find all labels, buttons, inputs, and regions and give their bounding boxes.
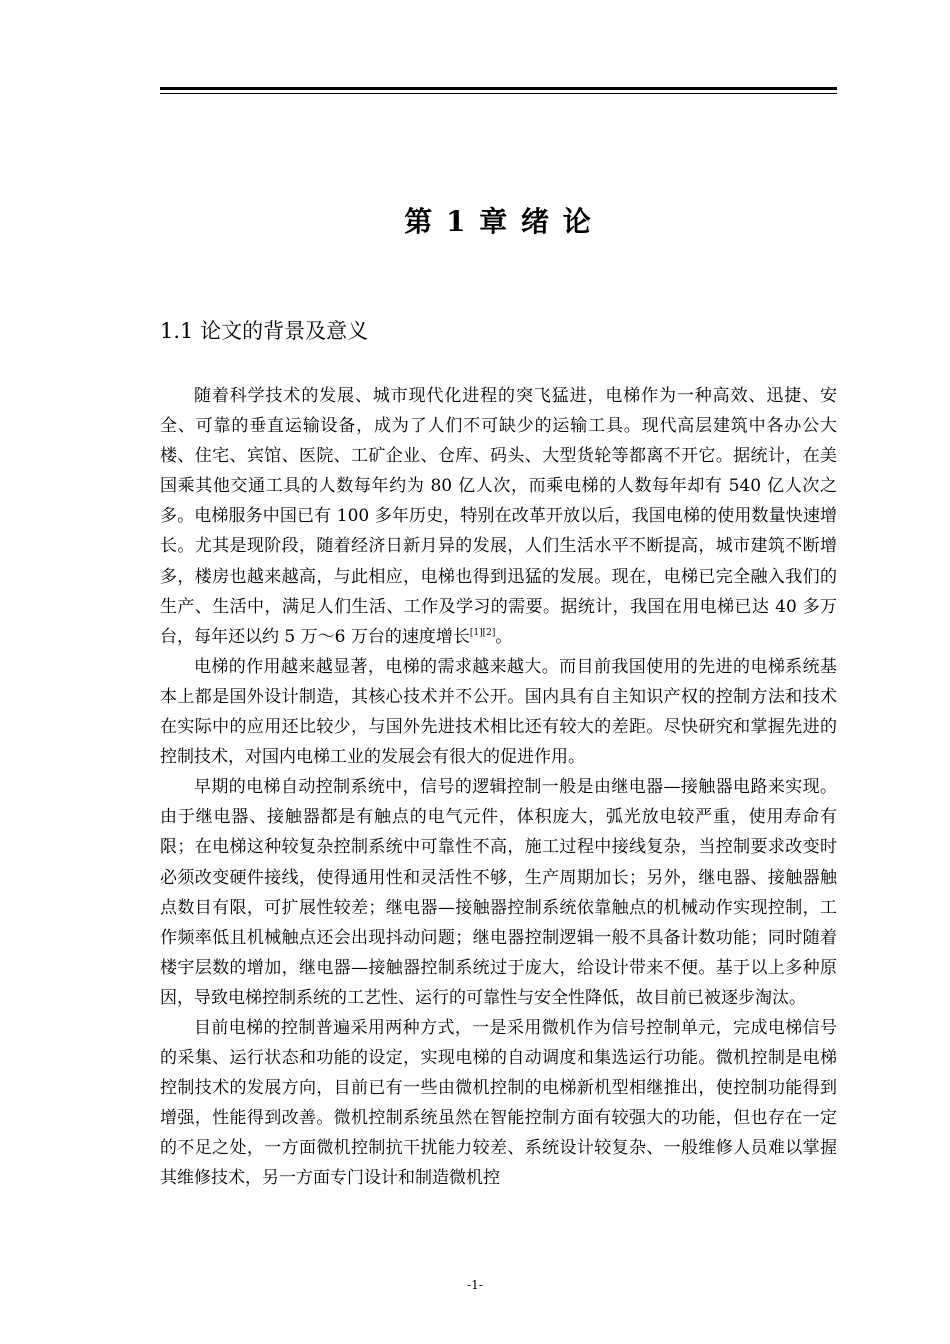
header-rule — [160, 87, 837, 94]
body-text — [160, 381, 837, 1194]
citation-marker: [1][2] — [469, 627, 496, 638]
paragraph-1-text: 随着科学技术的发展、城市现代化进程的突飞猛进，电梯作为一种高效、迅捷、安全、可靠的垂直运输设备，成为了人们不可缺少的运输工具。现代高层建筑中各办公大楼、住宅、宾馆、医院、工矿企业、仓库、码头、大型货轮等都离不开它。据统计，在美国乘其他交通工具的人数每年约为 80 亿人次，而乘电梯的人数每年却有 540 亿人次之多。电梯服务中国已有 100 多年历史，特别在改革开放以后，我国电梯的使用数量快速增长。尤其是现阶段，随着经济日新月异的发展，人们生活水平不断提高，城市建筑不断增多，楼房也越来越高，与此相应，电梯也得到迅猛的发展。现在，电梯已完全融入我们的生产、生活中，满足人们生活、工作及学习的需要。据统计，我国在用电梯已达 40 多万台，每年还以约 5 万～6 万台的速度增长 — [160, 386, 837, 647]
chapter-title: 第 1 章 绪 论 — [404, 205, 593, 238]
paragraph-2: 电梯的作用越来越显著，电梯的需求越来越大。而目前我国使用的先进的电梯系统基本上都是国外设计制造，其核心技术并不公开。国内具有自主知识产权的控制方法和技术在实际中的应用还比较少，与国外先进技术相比还有较大的差距。尽快研究和掌握先进的控制技术，对国内电梯工业的发展会有很大的促进作用。 — [160, 656, 837, 768]
paragraph-4: 目前电梯的控制普遍采用两种方式，一是采用微机作为信号控制单元，完成电梯信号的采集、运行状态和功能的设定，实现电梯的自动调度和集选运行功能。微机控制是电梯控制技术的发展方向，目前已有一些由微机控制的电梯新机型相继推出，使控制功能得到增强，性能得到改善。微机控制系统虽然在智能控制方面有较强大的功能，但也存在一定的不足之处，一方面微机控制抗干扰能力较差、系统设计较复杂、一般维修人员难以掌握其维修技术，另一方面专门设计和制造微机控 — [160, 1017, 837, 1189]
paragraph-1-tail: 。 — [495, 626, 513, 647]
section-title: 1.1 论文的背景及意义 — [160, 319, 369, 343]
paragraph-1 — [160, 381, 837, 652]
page-number: -1- — [467, 1278, 483, 1292]
paragraph-3: 早期的电梯自动控制系统中，信号的逻辑控制一般是由继电器—接触器电路来实现。由于继电器、接触器都是有触点的电气元件，体积庞大，弧光放电较严重，使用寿命有限；在电梯这种较复杂控制系统中可靠性不高，施工过程中接线复杂，当控制要求改变时必须改变硬件接线，使得通用性和灵活性不够，生产周期加长；另外，继电器、接触器触点数目有限，可扩展性较差；继电器—接触器控制系统依靠触点的机械动作实现控制，工作频率低且机械触点还会出现抖动问题；继电器控制逻辑一般不具备计数功能；同时随着楼宇层数的增加，继电器—接触器控制系统过于庞大，给设计带来不便。基于以上多种原因，导致电梯控制系统的工艺性、运行的可靠性与安全性降低，故目前已被逐步淘汰。 — [160, 777, 837, 1008]
header-rule-thin-line — [160, 93, 837, 94]
